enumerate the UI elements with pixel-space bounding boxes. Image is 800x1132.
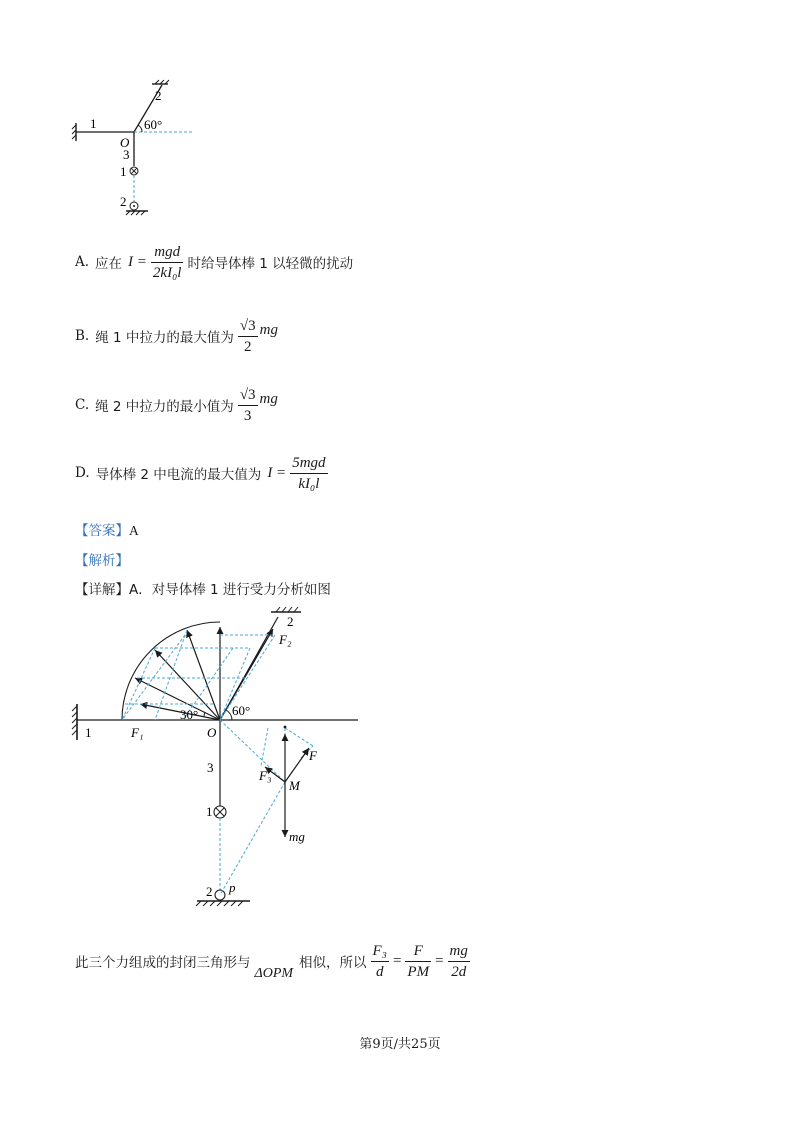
conclusion-f1-num: F₃ <box>371 941 389 962</box>
fig1-label-O: O <box>120 135 130 150</box>
option-a-post: 时给导体棒 1 以轻微的扰动 <box>187 256 354 272</box>
fig1-label-rod-2: 2 <box>120 194 127 209</box>
fig2-label-F3: F₃ <box>259 768 272 783</box>
option-b-post: mg <box>259 321 278 338</box>
fig1-label-rope-2: 2 <box>155 88 162 103</box>
conclusion-f3-den: 2d <box>451 963 467 980</box>
fig2-label-rope-3: 3 <box>207 760 214 775</box>
option-d-pre: 导体棒 2 中电流的最大值为 <box>95 467 262 483</box>
option-c-denominator: 3 <box>243 407 252 424</box>
conclusion-fraction-2 <box>405 941 431 982</box>
option-b-fraction <box>238 316 258 357</box>
option-d-fraction <box>290 453 327 494</box>
conclusion-f2-num: F <box>405 941 431 962</box>
option-c-pre: 绳 2 中拉力的最小值为 <box>95 399 234 415</box>
figure-2-force-diagram <box>65 600 375 915</box>
fig2-label-rod-2: 2 <box>206 884 213 899</box>
option-a-fraction <box>151 242 184 283</box>
option-a-numerator: mgd <box>151 242 184 263</box>
conclusion-text: 此三个力组成的封闭三角形与 <box>75 955 251 971</box>
conclusion-f3-num: mg <box>448 941 470 962</box>
conclusion-triangle: ΔOPM <box>254 966 294 981</box>
fig2-label-M: M <box>289 778 300 793</box>
conclusion-fraction-3 <box>448 941 470 982</box>
option-a-pre: 应在 <box>95 256 123 272</box>
conclusion-mid: 相似，所以 <box>299 955 367 971</box>
conclusion-fraction-1 <box>371 941 389 982</box>
option-b-numerator: √3 <box>238 316 258 337</box>
detail-tag: 【详解】 <box>75 582 129 598</box>
option-d-numerator: 5mgd <box>290 453 327 474</box>
option-c-letter: C. <box>75 397 90 413</box>
fig2-label-rope-1: 1 <box>85 725 92 740</box>
option-a-letter: A. <box>75 254 90 270</box>
fig1-label-angle: 60° <box>144 117 163 132</box>
fig2-label-O: O <box>207 725 217 740</box>
option-d <box>75 449 328 497</box>
option-c <box>75 381 278 429</box>
option-a-lhs: I = <box>128 253 147 270</box>
fig2-label-F1: F₁ <box>131 725 144 740</box>
answer-value: A <box>129 523 139 538</box>
option-d-lhs: I = <box>267 464 287 481</box>
conclusion-f1-den: d <box>375 963 384 980</box>
option-d-letter: D. <box>75 465 90 481</box>
fig2-label-60: 60° <box>232 703 251 718</box>
fig2-label-F: F <box>309 748 317 763</box>
option-b-pre: 绳 1 中拉力的最大值为 <box>95 330 234 346</box>
page-footer: 第9页/共25页 <box>359 1037 441 1052</box>
conclusion-f2-den: PM <box>407 963 430 980</box>
figure-1-diagram <box>70 75 210 220</box>
option-d-denominator: kI₀l <box>298 475 320 492</box>
fig2-label-rod-1: 1 <box>206 804 213 819</box>
conclusion-eq-1: = <box>392 952 402 969</box>
answer-line <box>75 519 139 539</box>
option-c-numerator: √3 <box>238 385 258 406</box>
conclusion-eq-2: = <box>435 952 444 969</box>
conclusion-line <box>75 936 470 986</box>
option-b-denominator: 2 <box>244 338 252 355</box>
fig2-label-rope-2: 2 <box>287 614 294 629</box>
option-b-letter: B. <box>75 328 90 344</box>
fig2-label-mg: mg <box>289 829 305 844</box>
fig1-label-rope-1: 1 <box>90 116 97 131</box>
answer-tag: 【答案】 <box>75 523 129 539</box>
option-b <box>75 312 278 360</box>
fig1-label-rope-3: 3 <box>123 147 130 162</box>
detail-text: A．对导体棒 1 进行受力分析如图 <box>129 582 331 598</box>
detail-line <box>75 578 331 598</box>
analysis-tag: 【解析】 <box>75 553 129 569</box>
option-c-post: mg <box>259 390 278 407</box>
option-c-fraction <box>238 385 258 426</box>
fig2-label-F2: F₂ <box>279 632 292 647</box>
fig2-label-30: 30° <box>180 707 199 722</box>
fig1-label-rod-1: 1 <box>120 164 127 179</box>
fig2-label-p: p <box>229 880 236 895</box>
option-a-denominator: 2kI₀l <box>152 264 182 281</box>
option-a <box>75 238 353 286</box>
